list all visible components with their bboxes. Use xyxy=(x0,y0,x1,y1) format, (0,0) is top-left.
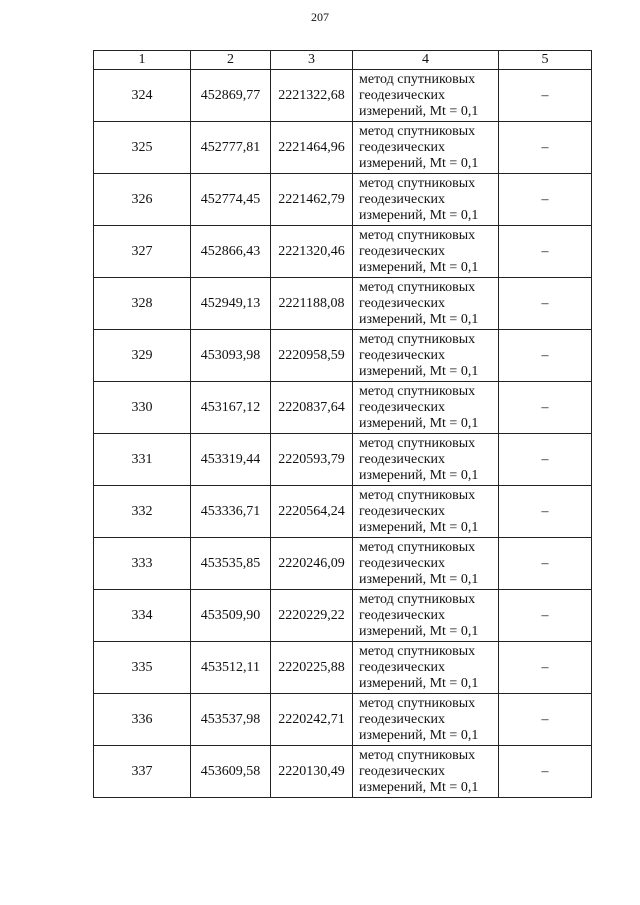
error-description-cell: – xyxy=(499,226,592,278)
method-text-line: метод спутниковых xyxy=(359,71,476,87)
table-row xyxy=(94,278,592,330)
error-description-cell: – xyxy=(499,174,592,226)
x-coordinate-cell: 453336,71 xyxy=(191,486,271,538)
method-text-line: метод спутниковых xyxy=(359,747,476,763)
error-description-cell: – xyxy=(499,746,592,798)
point-number-cell: 335 xyxy=(94,642,191,694)
table-row xyxy=(94,590,592,642)
method-text-line: геодезических xyxy=(359,191,446,207)
method-text-line: измерений, Mt = 0,1 xyxy=(359,311,479,327)
y-coordinate-cell: 2220593,79 xyxy=(271,434,353,486)
table-row xyxy=(94,746,592,798)
y-coordinate-cell: 2221462,79 xyxy=(271,174,353,226)
method-text-line: измерений, Mt = 0,1 xyxy=(359,363,479,379)
y-coordinate-cell: 2220246,09 xyxy=(271,538,353,590)
x-coordinate-cell: 453512,11 xyxy=(191,642,271,694)
method-text-line: измерений, Mt = 0,1 xyxy=(359,155,479,171)
method-text-line: геодезических xyxy=(359,711,446,727)
y-coordinate-cell: 2220564,24 xyxy=(271,486,353,538)
method-text-line: метод спутниковых xyxy=(359,591,476,607)
y-coordinate-cell: 2220958,59 xyxy=(271,330,353,382)
method-text-line: метод спутниковых xyxy=(359,175,476,191)
point-number-cell: 333 xyxy=(94,538,191,590)
method-cell xyxy=(353,694,499,746)
method-text-line: измерений, Mt = 0,1 xyxy=(359,207,479,223)
method-text-line: метод спутниковых xyxy=(359,643,476,659)
table-row xyxy=(94,70,592,122)
method-cell xyxy=(353,486,499,538)
method-text-line: геодезических xyxy=(359,347,446,363)
error-description-cell: – xyxy=(499,122,592,174)
point-number-cell: 324 xyxy=(94,70,191,122)
method-text-line: геодезических xyxy=(359,139,446,155)
error-description-cell: – xyxy=(499,330,592,382)
method-cell xyxy=(353,590,499,642)
table-row xyxy=(94,538,592,590)
method-text-line: измерений, Mt = 0,1 xyxy=(359,571,479,587)
method-text-line: геодезических xyxy=(359,243,446,259)
table-row xyxy=(94,486,592,538)
method-cell xyxy=(353,382,499,434)
method-text-line: геодезических xyxy=(359,555,446,571)
table-row xyxy=(94,642,592,694)
method-text-line: измерений, Mt = 0,1 xyxy=(359,103,479,119)
error-description-cell: – xyxy=(499,642,592,694)
x-coordinate-cell: 452869,77 xyxy=(191,70,271,122)
point-number-cell: 337 xyxy=(94,746,191,798)
page-number: 207 xyxy=(311,10,329,24)
point-number-cell: 327 xyxy=(94,226,191,278)
point-number-cell: 328 xyxy=(94,278,191,330)
method-text-line: метод спутниковых xyxy=(359,539,476,555)
y-coordinate-cell: 2221322,68 xyxy=(271,70,353,122)
method-cell xyxy=(353,330,499,382)
method-text-line: измерений, Mt = 0,1 xyxy=(359,779,479,795)
y-coordinate-cell: 2221464,96 xyxy=(271,122,353,174)
method-cell xyxy=(353,226,499,278)
method-cell xyxy=(353,122,499,174)
method-text-line: метод спутниковых xyxy=(359,435,476,451)
point-number-cell: 336 xyxy=(94,694,191,746)
method-text-line: геодезических xyxy=(359,87,446,103)
column-header: 2 xyxy=(191,51,271,70)
point-number-cell: 329 xyxy=(94,330,191,382)
method-cell xyxy=(353,746,499,798)
table-row xyxy=(94,174,592,226)
error-description-cell: – xyxy=(499,382,592,434)
method-text-line: метод спутниковых xyxy=(359,487,476,503)
table-row xyxy=(94,434,592,486)
method-text-line: измерений, Mt = 0,1 xyxy=(359,675,479,691)
table-row xyxy=(94,226,592,278)
x-coordinate-cell: 453509,90 xyxy=(191,590,271,642)
point-number-cell: 331 xyxy=(94,434,191,486)
error-description-cell: – xyxy=(499,70,592,122)
method-text-line: измерений, Mt = 0,1 xyxy=(359,467,479,483)
method-cell xyxy=(353,434,499,486)
method-cell xyxy=(353,70,499,122)
method-text-line: геодезических xyxy=(359,451,446,467)
method-cell xyxy=(353,538,499,590)
method-text-line: метод спутниковых xyxy=(359,123,476,139)
x-coordinate-cell: 452774,45 xyxy=(191,174,271,226)
x-coordinate-cell: 453319,44 xyxy=(191,434,271,486)
method-text-line: геодезических xyxy=(359,763,446,779)
method-cell xyxy=(353,174,499,226)
header-row xyxy=(94,51,592,70)
coordinates-table xyxy=(93,50,592,798)
error-description-cell: – xyxy=(499,694,592,746)
point-number-cell: 325 xyxy=(94,122,191,174)
method-text-line: геодезических xyxy=(359,503,446,519)
x-coordinate-cell: 453537,98 xyxy=(191,694,271,746)
column-header: 5 xyxy=(499,51,592,70)
method-text-line: метод спутниковых xyxy=(359,383,476,399)
method-text-line: геодезических xyxy=(359,659,446,675)
method-text-line: геодезических xyxy=(359,295,446,311)
method-text-line: измерений, Mt = 0,1 xyxy=(359,259,479,275)
method-cell xyxy=(353,278,499,330)
error-description-cell: – xyxy=(499,486,592,538)
y-coordinate-cell: 2220130,49 xyxy=(271,746,353,798)
method-text-line: метод спутниковых xyxy=(359,695,476,711)
method-text-line: метод спутниковых xyxy=(359,227,476,243)
table-row xyxy=(94,122,592,174)
y-coordinate-cell: 2221320,46 xyxy=(271,226,353,278)
table-row xyxy=(94,694,592,746)
column-header: 4 xyxy=(353,51,499,70)
y-coordinate-cell: 2221188,08 xyxy=(271,278,353,330)
point-number-cell: 330 xyxy=(94,382,191,434)
method-text-line: метод спутниковых xyxy=(359,331,476,347)
x-coordinate-cell: 453167,12 xyxy=(191,382,271,434)
y-coordinate-cell: 2220242,71 xyxy=(271,694,353,746)
x-coordinate-cell: 453609,58 xyxy=(191,746,271,798)
method-text-line: измерений, Mt = 0,1 xyxy=(359,727,479,743)
method-text-line: измерений, Mt = 0,1 xyxy=(359,415,479,431)
error-description-cell: – xyxy=(499,434,592,486)
error-description-cell: – xyxy=(499,538,592,590)
point-number-cell: 334 xyxy=(94,590,191,642)
method-text-line: геодезических xyxy=(359,399,446,415)
table-header xyxy=(94,51,592,70)
error-description-cell: – xyxy=(499,590,592,642)
method-text-line: измерений, Mt = 0,1 xyxy=(359,519,479,535)
column-header: 1 xyxy=(94,51,191,70)
x-coordinate-cell: 452777,81 xyxy=(191,122,271,174)
method-text-line: геодезических xyxy=(359,607,446,623)
y-coordinate-cell: 2220229,22 xyxy=(271,590,353,642)
table-row xyxy=(94,330,592,382)
table-body xyxy=(94,70,592,798)
point-number-cell: 332 xyxy=(94,486,191,538)
x-coordinate-cell: 453093,98 xyxy=(191,330,271,382)
column-header: 3 xyxy=(271,51,353,70)
x-coordinate-cell: 452866,43 xyxy=(191,226,271,278)
x-coordinate-cell: 452949,13 xyxy=(191,278,271,330)
method-cell xyxy=(353,642,499,694)
method-text-line: метод спутниковых xyxy=(359,279,476,295)
method-text-line: измерений, Mt = 0,1 xyxy=(359,623,479,639)
point-number-cell: 326 xyxy=(94,174,191,226)
error-description-cell: – xyxy=(499,278,592,330)
y-coordinate-cell: 2220837,64 xyxy=(271,382,353,434)
y-coordinate-cell: 2220225,88 xyxy=(271,642,353,694)
table-row xyxy=(94,382,592,434)
x-coordinate-cell: 453535,85 xyxy=(191,538,271,590)
